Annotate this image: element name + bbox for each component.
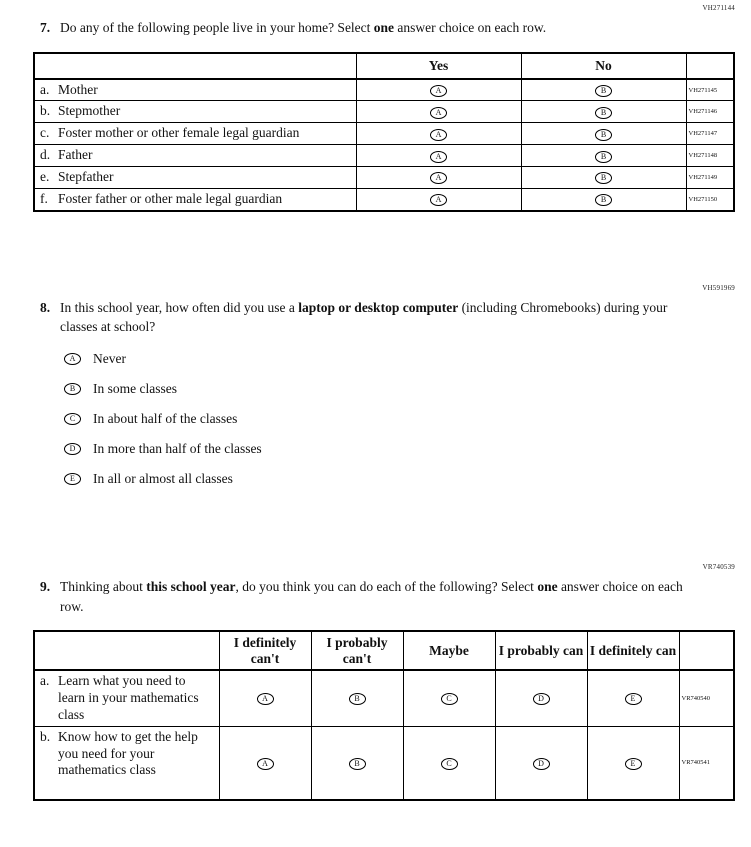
row-code: VR740541: [679, 726, 734, 800]
answer-option: [64, 381, 751, 397]
answer-bubble[interactable]: B: [349, 758, 366, 770]
answer-bubble-no[interactable]: B: [595, 151, 612, 163]
question-7: [40, 18, 691, 38]
column-header: I probably can't: [311, 631, 403, 670]
answer-bubble[interactable]: B: [64, 383, 81, 395]
empty-header-cell: [679, 631, 734, 670]
question-text-part: Do any of the following people live in your home? Select: [60, 20, 374, 35]
question-text-part: In this school year, how often did you use a: [60, 299, 299, 315]
row-code: VH271148: [686, 145, 734, 167]
row-code: VH271150: [686, 188, 734, 210]
question-code: VH591969: [702, 283, 735, 292]
answer-bubble[interactable]: A: [257, 693, 274, 705]
option-label: In more than half of the classes: [93, 440, 262, 456]
question-8: [40, 284, 691, 337]
row-letter: c.: [40, 125, 50, 141]
answer-bubble-no[interactable]: B: [595, 107, 612, 119]
row-label: Mother: [58, 81, 98, 97]
answer-bubble-yes[interactable]: A: [430, 85, 447, 97]
table-row: [34, 726, 734, 800]
row-letter: b.: [40, 728, 51, 744]
answer-bubble-yes[interactable]: A: [430, 172, 447, 184]
column-header-yes: Yes: [356, 53, 521, 79]
row-label: Stepfather: [58, 169, 114, 185]
answer-bubble[interactable]: C: [441, 758, 458, 770]
answer-option: [64, 471, 751, 487]
table-row: [34, 101, 734, 123]
table-row: [34, 79, 734, 101]
answer-bubble-yes[interactable]: A: [430, 107, 447, 119]
header-row: [34, 631, 734, 670]
table-row: [34, 123, 734, 145]
column-header: I probably can: [495, 631, 587, 670]
answer-option: [64, 351, 751, 367]
row-label: Father: [58, 147, 93, 163]
question-7-section: [0, 0, 751, 212]
column-header-no: No: [521, 53, 686, 79]
answer-bubble-yes[interactable]: A: [430, 151, 447, 163]
answer-bubble[interactable]: D: [533, 758, 550, 770]
q7-response-table: [33, 52, 735, 212]
row-letter: a.: [40, 673, 50, 689]
answer-bubble[interactable]: A: [257, 758, 274, 770]
answer-bubble-no[interactable]: B: [595, 172, 612, 184]
empty-header-cell: [34, 53, 356, 79]
answer-bubble[interactable]: E: [625, 758, 642, 770]
answer-bubble[interactable]: E: [625, 693, 642, 705]
answer-bubble[interactable]: C: [64, 413, 81, 425]
question-text-part: (including Chromebooks) during your classes at school?: [60, 299, 668, 335]
table-row: [34, 145, 734, 167]
question-text-bold: this school year: [146, 578, 236, 594]
answer-bubble-no[interactable]: B: [595, 129, 612, 141]
question-text-part: Thinking about: [60, 578, 147, 594]
answer-bubble-yes[interactable]: A: [430, 194, 447, 206]
question-8-section: [0, 284, 751, 487]
answer-bubble-no[interactable]: B: [595, 85, 612, 97]
question-text-bold: one: [373, 20, 395, 35]
answer-bubble[interactable]: B: [349, 693, 366, 705]
row-letter: b.: [40, 103, 51, 119]
question-code: VH271144: [702, 4, 735, 12]
row-label: Stepmother: [58, 103, 121, 119]
row-code: VH271149: [686, 167, 734, 189]
option-label: Never: [93, 350, 126, 366]
row-code: VH271145: [686, 79, 734, 101]
answer-bubble[interactable]: A: [64, 353, 81, 365]
question-number: 7.: [40, 20, 51, 35]
header-row: [34, 53, 734, 79]
answer-bubble[interactable]: D: [64, 443, 81, 455]
table-row: [34, 670, 734, 726]
question-text: [60, 18, 546, 38]
answer-option: [64, 441, 751, 457]
column-header: I definitely can't: [219, 631, 311, 670]
question-number: 8.: [40, 299, 51, 315]
column-header: I definitely can: [587, 631, 679, 670]
answer-options-list: [64, 351, 751, 487]
row-code: VH271146: [686, 101, 734, 123]
row-letter: a.: [40, 81, 50, 97]
row-label: Learn what you need to learn in your mathematics class: [58, 673, 199, 722]
question-text: [60, 298, 691, 337]
row-code: VH271147: [686, 123, 734, 145]
answer-bubble[interactable]: D: [533, 693, 550, 705]
row-label: Foster father or other male legal guardian: [58, 190, 283, 206]
row-label: Foster mother or other female legal guardian: [58, 125, 300, 141]
question-text-bold: laptop or desktop computer: [298, 299, 459, 315]
answer-bubble[interactable]: C: [441, 693, 458, 705]
row-letter: f.: [40, 190, 48, 206]
question-text-part: answer choice on each row.: [60, 578, 683, 614]
answer-bubble-yes[interactable]: A: [430, 129, 447, 141]
answer-option: [64, 411, 751, 427]
question-text: [60, 577, 691, 616]
option-label: In about half of the classes: [93, 410, 238, 426]
answer-bubble[interactable]: E: [64, 473, 81, 485]
table-row: [34, 167, 734, 189]
table-row: [34, 188, 734, 210]
question-text-part: answer choice on each row.: [394, 20, 547, 35]
question-text-part: , do you think you can do each of the following? Select: [235, 578, 538, 594]
q9-response-table: [33, 630, 735, 801]
row-code: VR740540: [679, 670, 734, 726]
option-label: In some classes: [93, 380, 177, 396]
empty-header-cell: [34, 631, 219, 670]
row-letter: d.: [40, 147, 51, 163]
question-9-section: [0, 563, 751, 801]
question-text-bold: one: [537, 578, 558, 594]
question-number: 9.: [40, 578, 51, 594]
column-header: Maybe: [403, 631, 495, 670]
question-9: [40, 563, 691, 616]
row-letter: e.: [40, 169, 50, 185]
question-code: VR740539: [702, 562, 735, 571]
answer-bubble-no[interactable]: B: [595, 194, 612, 206]
row-label: Know how to get the help you need for your mathematics class: [58, 728, 198, 778]
option-label: In all or almost all classes: [93, 470, 233, 486]
empty-header-cell: [686, 53, 734, 79]
